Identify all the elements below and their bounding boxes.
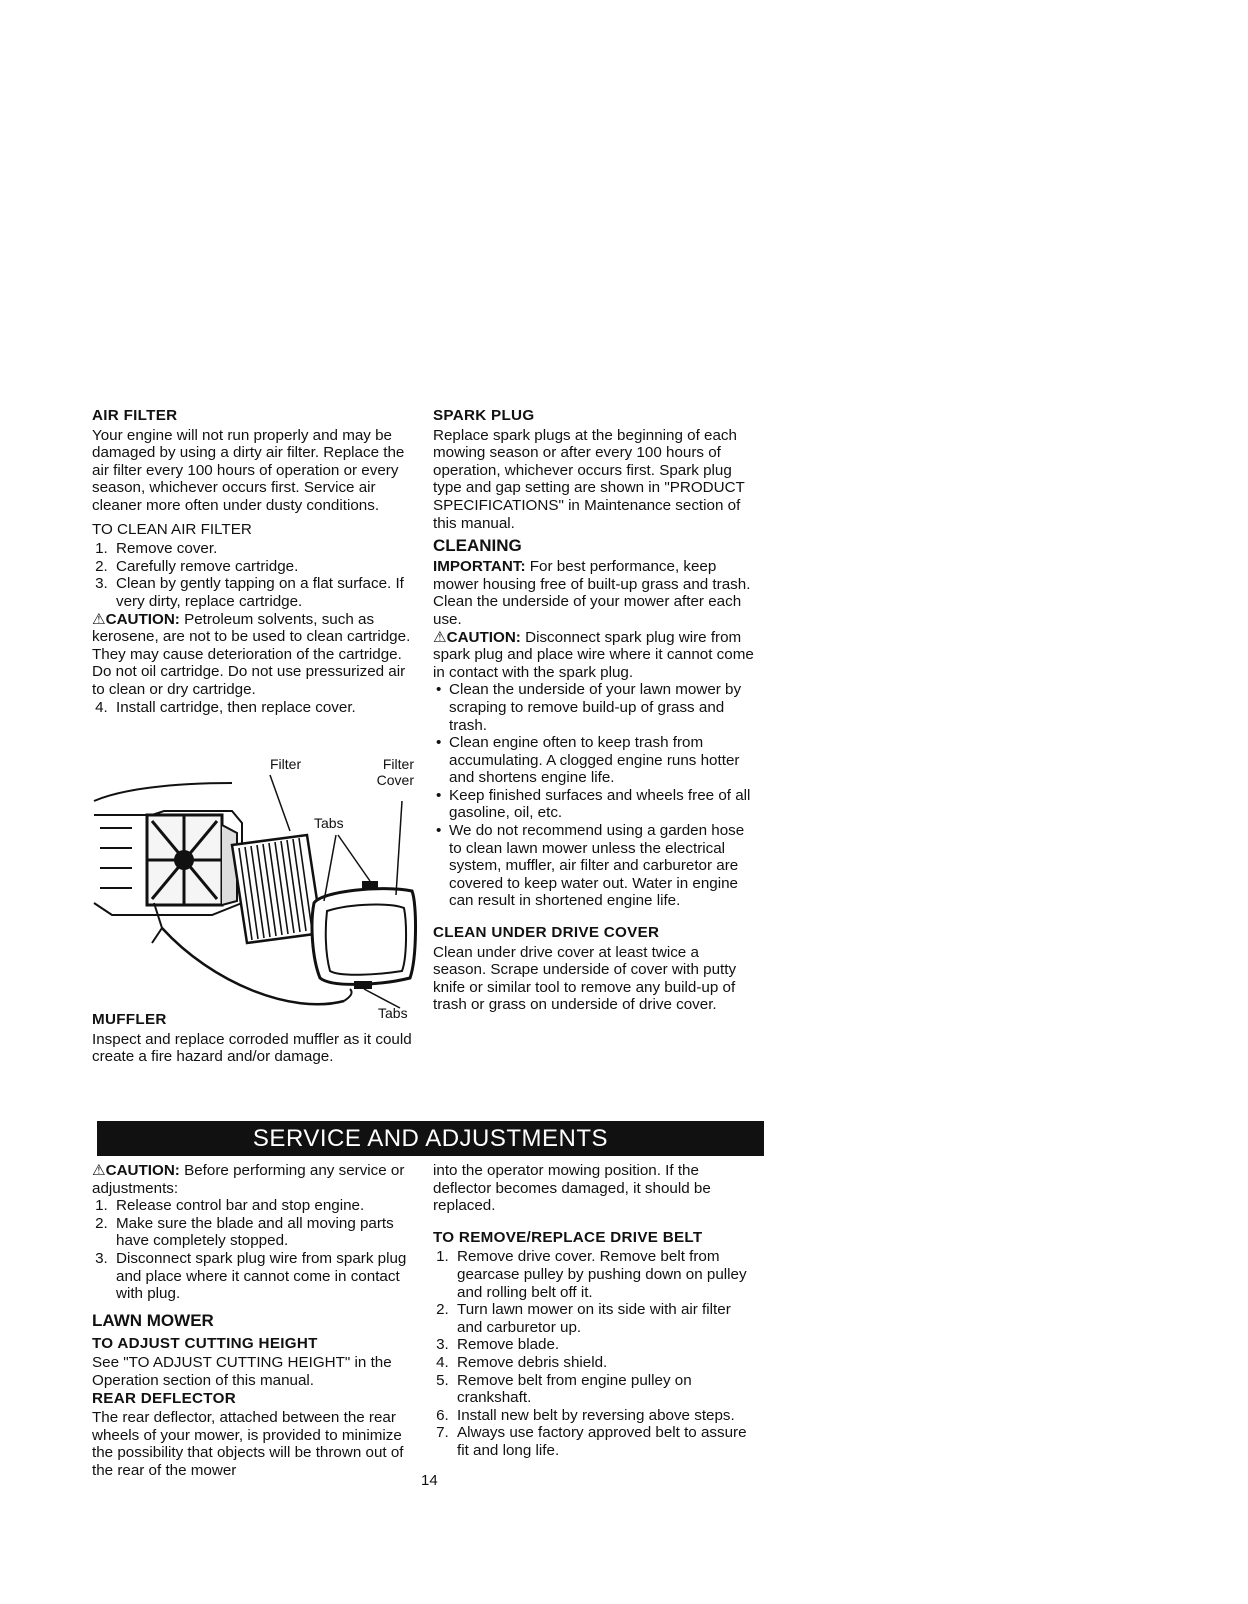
to-clean-heading: TO CLEAN AIR FILTER (92, 520, 252, 538)
lawn-mower-heading: LAWN MOWER (92, 1310, 214, 1330)
filter-label: Filter (270, 756, 302, 772)
cutting-height-heading: TO ADJUST CUTTING HEIGHT (92, 1334, 318, 1352)
caution-text: Disconnect spark plug wire from spark plug and place wire where it cannot come in contact with the spark plug. (433, 628, 754, 681)
list-item: 5. Remove belt from engine pulley on crankshaft. (453, 1372, 756, 1407)
cleaning-heading: CLEANING (433, 536, 522, 556)
caution-note (92, 1162, 414, 1197)
air-filter-drawing (92, 753, 432, 1028)
rear-deflector-body: The rear deflector, attached between the rear wheels of your mower, is provided to minimize the possibility that objects will be thrown out of the rear of the mower (92, 1409, 404, 1479)
list-item: 3. Disconnect spark plug wire from spark plug and place where it cannot come in contact with plug. (112, 1250, 414, 1303)
list-item: 4. Install cartridge, then replace cover. (112, 699, 414, 717)
list-item: 2. Carefully remove cartridge. (112, 558, 414, 576)
caution-label: CAUTION: (105, 1162, 180, 1179)
service-steps (92, 1197, 414, 1303)
warning-icon: ⚠ (92, 610, 106, 628)
service-right-column (433, 1162, 756, 1460)
list-item: 4. Remove debris shield. (453, 1354, 756, 1372)
list-item: • Keep finished surfaces and wheels free of all gasoline, oil, etc. (449, 787, 756, 822)
muffler-section (92, 1011, 414, 1066)
warning-icon: ⚠ (92, 1162, 106, 1179)
list-item: 3. Remove blade. (453, 1336, 756, 1354)
caution-label: CAUTION: (446, 628, 521, 646)
air-filter-heading: AIR FILTER (92, 407, 178, 424)
list-item: • Clean engine often to keep trash from accumulating. A clogged engine runs hotter and shortens engine life. (449, 734, 756, 787)
drive-belt-steps (433, 1248, 756, 1459)
list-item: 2. Turn lawn mower on its side with air filter and carburetor up. (453, 1301, 756, 1336)
caution-label: CAUTION: (105, 610, 180, 628)
warning-icon: ⚠ (433, 628, 447, 646)
air-filter-steps (92, 540, 414, 610)
drive-cover-heading: CLEAN UNDER DRIVE COVER (433, 924, 660, 942)
caution-note (92, 611, 414, 699)
service-left-column (92, 1162, 414, 1480)
list-item: 6. Install new belt by reversing above steps. (453, 1407, 756, 1425)
filter-cover-label: Filter Cover (376, 756, 414, 788)
list-item: 2. Make sure the blade and all moving parts have completely stopped. (112, 1215, 414, 1250)
rear-deflector-heading: REAR DEFLECTOR (92, 1389, 236, 1407)
spark-plug-heading: SPARK PLUG (433, 407, 535, 424)
caution-note (433, 629, 756, 682)
list-item: 1. Remove cover. (112, 540, 414, 558)
muffler-body: Inspect and replace corroded muffler as it could create a fire hazard and/or damage. (92, 1030, 412, 1066)
important-label: IMPORTANT: (433, 558, 526, 576)
right-column (433, 407, 756, 1014)
list-item: 1. Release control bar and stop engine. (112, 1197, 414, 1215)
list-item: 1. Remove drive cover. Remove belt from gearcase pulley by pushing down on pulley and rolling belt off it. (453, 1248, 756, 1301)
drive-cover-body: Clean under drive cover at least twice a season. Scrape underside of cover with putty knife or similar tool to remove any build-up of trash or grass on underside of drive cover. (433, 943, 737, 1014)
important-note (433, 558, 756, 628)
deflector-continued: into the operator mowing position. If the deflector becomes damaged, it should be replaced. (433, 1162, 711, 1215)
list-item: • Clean the underside of your lawn mower by scraping to remove build-up of grass and trash. (449, 681, 756, 734)
section-banner: SERVICE AND ADJUSTMENTS (97, 1121, 764, 1156)
cleaning-bullets (433, 681, 756, 910)
left-column (92, 407, 414, 716)
air-filter-illustration (92, 753, 432, 1028)
muffler-heading: MUFFLER (92, 1011, 167, 1028)
list-item: • We do not recommend using a garden hose to clean lawn mower unless the electrical system, muffler, air filter and carburetor are covered to keep water out. Water in engine can result in shortened engine life. (449, 822, 756, 910)
list-item: 7. Always use factory approved belt to assure fit and long life. (453, 1424, 756, 1459)
list-item: 3. Clean by gently tapping on a flat surface. If very dirty, replace cartridge. (112, 575, 414, 610)
tabs-label-bottom: Tabs (378, 1005, 408, 1021)
tabs-label-top: Tabs (314, 815, 344, 831)
page-number: 14 (421, 1472, 438, 1489)
air-filter-body: Your engine will not run properly and may be damaged by using a dirty air filter. Replace the air filter every 100 hours of operation or every season, whichever occurs first. Service air cleaner more often under dusty conditions. (92, 426, 405, 514)
drive-belt-heading: TO REMOVE/REPLACE DRIVE BELT (433, 1228, 703, 1246)
important-text: For best performance, keep mower housing free of built-up grass and trash. Clean the underside of your mower after each use. (433, 558, 751, 628)
air-filter-step-4 (92, 699, 414, 717)
cutting-height-body: See "TO ADJUST CUTTING HEIGHT" in the Operation section of this manual. (92, 1354, 392, 1389)
caution-text: Before performing any service or adjustments: (92, 1162, 405, 1197)
caution-text: Petroleum solvents, such as kerosene, are not to be used to clean cartridge. They may cause deterioration of the cartridge. Do not oil cartridge. Do not use pressurized air to clean or dry cartridge. (92, 610, 411, 698)
spark-plug-body: Replace spark plugs at the beginning of each mowing season or after every 100 hours of operation, whichever occurs first. Spark plug type and gap setting are shown in "PRODUCT SPECIFICATIONS" in Maintenance section of this manual. (433, 426, 745, 532)
